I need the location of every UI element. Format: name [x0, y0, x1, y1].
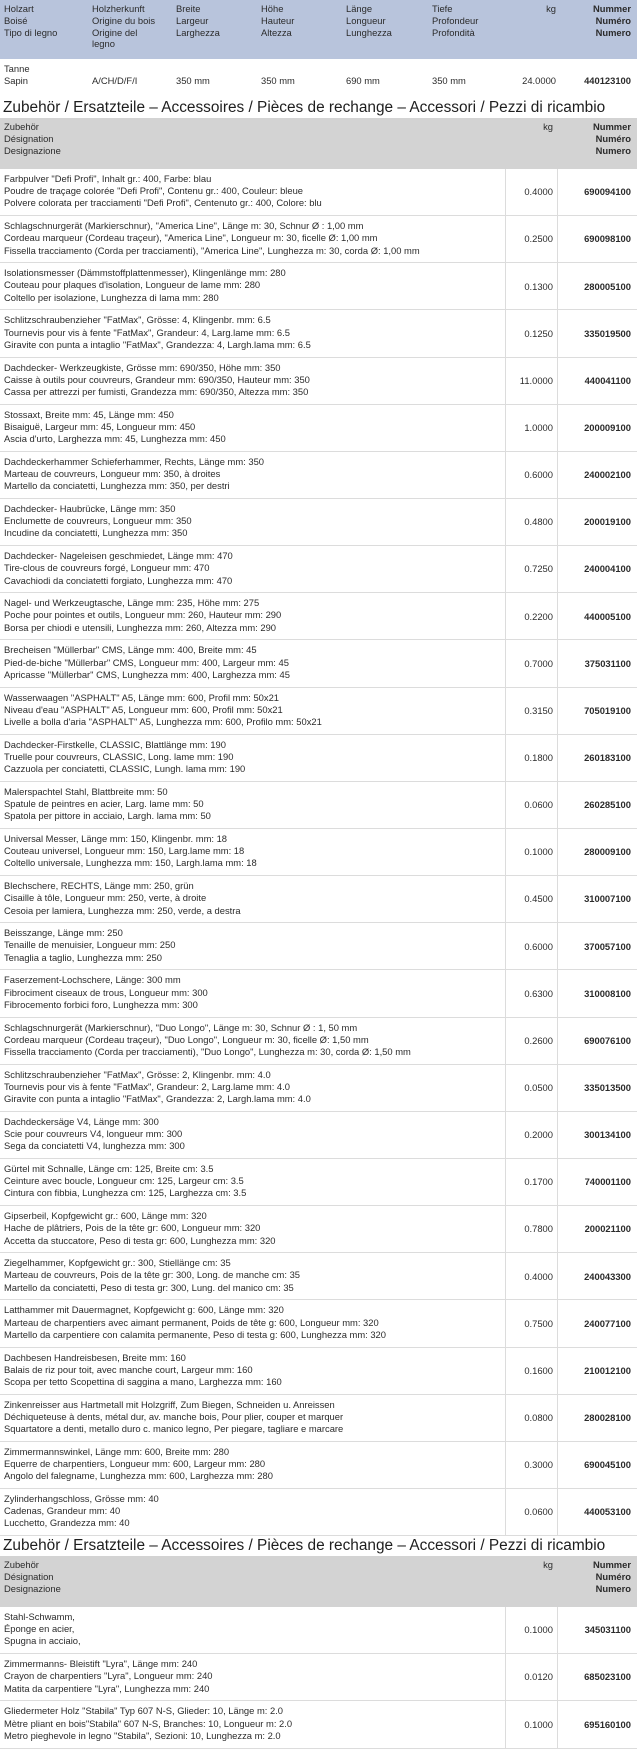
- header-wood: [0, 3, 88, 59]
- designation-line: Gürtel mit Schnalle, Länge cm: 125, Breite cm: 3.5: [4, 1162, 214, 1174]
- cell-line: Désignation: [4, 132, 54, 144]
- designation-line: Squartatore a denti, metallo duro c. manico legno, Per piegare, tagliare e marcare: [4, 1423, 344, 1435]
- cell-line: Larghezza: [176, 26, 220, 38]
- table-row: [0, 1442, 637, 1489]
- product-depth: 350 mm: [432, 74, 466, 86]
- row-designation: [0, 310, 505, 356]
- designation-line: Enclumette de couvreurs, Longueur mm: 350: [4, 515, 192, 527]
- designation-line: Dachbesen Handreisbesen, Breite mm: 160: [4, 1351, 186, 1363]
- row-article-number: 335013500: [557, 1065, 637, 1111]
- row-weight: 0.4000: [505, 169, 557, 215]
- designation-line: Marteau de couvreurs, Pois de la tête gr: 300, Long. de manche cm: 35: [4, 1269, 301, 1281]
- row-article-number: 740001100: [557, 1159, 637, 1205]
- row-article-number: 440041100: [557, 358, 637, 404]
- row-designation: [0, 1065, 505, 1111]
- row-weight: 0.0600: [505, 782, 557, 828]
- designation-line: Spatola per pittore in acciaio, Largh. lama mm: 50: [4, 810, 211, 822]
- designation-line: Accetta da stuccatore, Peso di testa gr: 600, Lunghezza mm: 320: [4, 1234, 276, 1246]
- designation-line: Spatule de peintres en acier, Larg. lame mm: 50: [4, 798, 204, 810]
- cell-line: Origine del: [92, 26, 138, 38]
- cell-line: Holzherkunft: [92, 3, 145, 14]
- designation-line: Malerspachtel Stahl, Blattbreite mm: 50: [4, 785, 168, 797]
- product-height: 350 mm: [261, 74, 295, 86]
- designation-line: Niveau d'eau "ASPHALT" A5, Longueur mm: 600, Profil mm: 50x21: [4, 703, 283, 715]
- row-designation: [0, 1018, 505, 1064]
- row-article-number: 705019100: [557, 688, 637, 734]
- table-row: [0, 263, 637, 310]
- cell-line: Holzart: [4, 3, 34, 14]
- cell-line: Numéro: [595, 1570, 631, 1582]
- row-article-number: 310007100: [557, 876, 637, 922]
- table-row: [0, 216, 637, 263]
- designation-line: Gliedermeter Holz "Stabila" Typ 607 N-S, Glieder: 10, Länge m: 2.0: [4, 1705, 284, 1717]
- designation-line: Ziegelhammer, Kopfgewicht gr.: 300, Stiellänge cm: 35: [4, 1257, 231, 1269]
- row-weight: 0.0120: [505, 1654, 557, 1700]
- accessory-list-1: [0, 169, 637, 1536]
- designation-line: Schlagschnurgerät (Markierschnur), "Duo Longo", Länge m: 30, Schnur Ø : 1, 50 mm: [4, 1021, 358, 1033]
- cell-line: Länge: [346, 3, 373, 14]
- cell-line: Boisé: [4, 14, 28, 26]
- designation-line: Stossaxt, Breite mm: 45, Länge mm: 450: [4, 408, 174, 420]
- product-row: [0, 59, 637, 98]
- designation-line: Truelle pour couvreurs, CLASSIC, Long. lame mm: 190: [4, 750, 234, 762]
- row-designation: [0, 169, 505, 215]
- row-designation: [0, 1701, 505, 1747]
- designation-line: Dachdecker-Firstkelle, CLASSIC, Blattlänge mm: 190: [4, 738, 226, 750]
- designation-line: Bisaiguë, Largeur mm: 45, Longueur mm: 450: [4, 420, 196, 432]
- row-designation: [0, 499, 505, 545]
- table-row: [0, 405, 637, 452]
- row-weight: 0.4800: [505, 499, 557, 545]
- cell-line: Lunghezza: [346, 26, 392, 38]
- product-origin: A/CH/D/F/I: [92, 74, 138, 86]
- designation-line: Sega da conciatetti V4, lunghezza mm: 300: [4, 1140, 185, 1152]
- row-article-number: 440005100: [557, 593, 637, 639]
- product-number: 440123100: [584, 74, 631, 86]
- row-article-number: 310008100: [557, 970, 637, 1016]
- header-height: [257, 3, 342, 59]
- row-designation: [0, 1159, 505, 1205]
- table-row: [0, 1018, 637, 1065]
- cell-line: Zubehör: [4, 1559, 39, 1571]
- row-weight: 0.0500: [505, 1065, 557, 1111]
- row-weight: 0.2500: [505, 216, 557, 262]
- row-article-number: 300134100: [557, 1112, 637, 1158]
- cell-line: Designazione: [4, 144, 61, 156]
- product-table-header: [0, 0, 637, 59]
- row-weight: 0.7800: [505, 1206, 557, 1252]
- designation-line: Fissella tracciamento (Corda per tracciamenti), "Duo Longo", Lunghezza m: 30, corda Ø: 1,50 mm: [4, 1045, 411, 1057]
- designation-line: Hache de plâtriers, Pois de la tête gr: 600, Longueur mm: 320: [4, 1222, 261, 1234]
- cell-line: Numéro: [595, 132, 631, 144]
- row-weight: 0.1250: [505, 310, 557, 356]
- designation-line: Matita da carpentiere "Lyra", Lunghezza mm: 240: [4, 1682, 210, 1694]
- designation-line: Marteau de couvreurs, Longueur mm: 350, à droites: [4, 468, 221, 480]
- designation-line: Stahl-Schwamm,: [4, 1611, 75, 1623]
- row-weight: 0.2200: [505, 593, 557, 639]
- cell-line: Profondeur: [432, 14, 479, 26]
- designation-line: Martello da carpentiere con calamita permanente, Peso di testa g: 600, Lunghezza mm: 320: [4, 1328, 386, 1340]
- row-designation: [0, 1206, 505, 1252]
- row-weight: 1.0000: [505, 405, 557, 451]
- table-row: [0, 1065, 637, 1112]
- cell-line: Höhe: [261, 3, 284, 14]
- header-depth: [428, 3, 506, 59]
- row-article-number: 280005100: [557, 263, 637, 309]
- designation-line: Universal Messer, Länge mm: 150, Klingenbr. mm: 18: [4, 832, 228, 844]
- designation-line: Giravite con punta a intaglio "FatMax", Grandezza: 2, Largh.lama mm: 4.0: [4, 1093, 311, 1105]
- designation-line: Tournevis pour vis à fente "FatMax", Grandeur: 2, Larg.lame mm: 4.0: [4, 1080, 290, 1092]
- table-row: [0, 1206, 637, 1253]
- designation-line: Dachdecker- Werkzeugkiste, Grösse mm: 690/350, Höhe mm: 350: [4, 361, 281, 373]
- designation-line: Livelle a bolla d'aria "ASPHALT" A5, Lunghezza mm: 600, Profilo mm: 50x21: [4, 715, 322, 727]
- table-row: [0, 358, 637, 405]
- table-row: [0, 640, 637, 687]
- row-article-number: 280028100: [557, 1395, 637, 1441]
- row-designation: [0, 1442, 505, 1488]
- designation-line: Zylinderhangschloss, Grösse mm: 40: [4, 1492, 159, 1504]
- header-length: [342, 3, 428, 59]
- row-article-number: 695160100: [557, 1701, 637, 1747]
- row-weight: 11.0000: [505, 358, 557, 404]
- table-row: [0, 546, 637, 593]
- cell-line: Nummer: [592, 3, 631, 14]
- designation-line: Dachdeckerhammer Schieferhammer, Rechts, Länge mm: 350: [4, 455, 265, 467]
- designation-line: Fibrocemento forbici foro, Lunghezza mm: 300: [4, 998, 198, 1010]
- designation-line: Couteau universel, Longueur mm: 150, Larg.lame mm: 18: [4, 845, 245, 857]
- cell-line: Numéro: [595, 14, 631, 26]
- cell-line: Hauteur: [261, 14, 295, 26]
- table-row: [0, 1395, 637, 1442]
- cell-line: Origine du bois: [92, 14, 156, 26]
- row-weight: 0.7000: [505, 640, 557, 686]
- row-designation: [0, 735, 505, 781]
- row-weight: 0.1700: [505, 1159, 557, 1205]
- designation-line: Tenaille de menuisier, Longueur mm: 250: [4, 939, 176, 951]
- row-article-number: 240004100: [557, 546, 637, 592]
- row-article-number: 200021100: [557, 1206, 637, 1252]
- table-row: [0, 782, 637, 829]
- table-row: [0, 1489, 637, 1536]
- row-weight: 0.3150: [505, 688, 557, 734]
- product-kg: 24.0000: [522, 74, 556, 86]
- row-weight: 0.4500: [505, 876, 557, 922]
- row-weight: 0.1300: [505, 263, 557, 309]
- row-weight: 0.1000: [505, 1701, 557, 1747]
- row-article-number: 375031100: [557, 640, 637, 686]
- cell-line: Désignation: [4, 1570, 54, 1582]
- header-origin: [88, 3, 172, 59]
- designation-line: Cazzuola per conciatetti, CLASSIC, Lungh. lama mm: 190: [4, 763, 246, 775]
- cell-line: Numero: [595, 1582, 631, 1594]
- header-width: [172, 3, 257, 59]
- row-designation: [0, 358, 505, 404]
- designation-line: Dachdecker- Haubrücke, Länge mm: 350: [4, 502, 176, 514]
- designation-line: Zinkenreisser aus Hartmetall mit Holzgriff, Zum Biegen, Schneiden u. Anreissen: [4, 1398, 335, 1410]
- cell-line: Profondità: [432, 26, 475, 38]
- product-wood: [0, 63, 88, 98]
- designation-line: Metro pieghevole in legno "Stabila", Sezioni: 10, Lunghezza m: 2.0: [4, 1729, 281, 1741]
- row-weight: 0.1600: [505, 1348, 557, 1394]
- row-designation: [0, 1112, 505, 1158]
- row-article-number: 370057100: [557, 923, 637, 969]
- designation-line: Tournevis pour vis à fente "FatMax", Grandeur: 4, Larg.lame mm: 6.5: [4, 326, 290, 338]
- designation-line: Poche pour pointes et outils, Longueur mm: 260, Hauteur mm: 290: [4, 609, 282, 621]
- designation-line: Polvere colorata per tracciamenti "Defi Profi", Centenuto gr.: 400, Colore: blu: [4, 197, 322, 209]
- designation-line: Cassa per attrezzi per fumisti, Grandezza mm: 690/350, Altezza mm: 350: [4, 385, 309, 397]
- table-row: [0, 1654, 637, 1701]
- designation-line: Martello da conciatetti, Lunghezza mm: 350, per destri: [4, 480, 230, 492]
- designation-line: Couteau pour plaques d'isolation, Longueur de lame mm: 280: [4, 279, 261, 291]
- designation-line: Poudre de traçage colorée "Defi Profi", Contenu gr.: 400, Couleur: bleue: [4, 185, 304, 197]
- designation-line: Lucchetto, Grandezza mm: 40: [4, 1517, 130, 1529]
- designation-line: Martello da conciatetti, Peso di testa gr: 300, Lung. del manico cm: 35: [4, 1281, 294, 1293]
- cell-line: Longueur: [346, 14, 386, 26]
- row-weight: 0.6000: [505, 452, 557, 498]
- designation-line: Beisszange, Länge mm: 250: [4, 927, 123, 939]
- row-designation: [0, 1489, 505, 1535]
- designation-line: Marteau de charpentiers avec aimant permanent, Poids de tête g: 600, Longueur mm: 320: [4, 1316, 379, 1328]
- row-article-number: 260183100: [557, 735, 637, 781]
- row-article-number: 345031100: [557, 1607, 637, 1653]
- row-article-number: 690045100: [557, 1442, 637, 1488]
- header-number: [562, 3, 637, 59]
- table-row: [0, 1607, 637, 1654]
- designation-line: Equerre de charpentiers, Longueur mm: 600, Largeur mm: 280: [4, 1458, 266, 1469]
- row-weight: 0.2600: [505, 1018, 557, 1064]
- designation-line: Nagel- und Werkzeugtasche, Länge mm: 235, Höhe mm: 275: [4, 597, 260, 609]
- designation-line: Cadenas, Grandeur mm: 40: [4, 1505, 121, 1517]
- designation-line: Borsa per chiodi e utensili, Lunghezza mm: 260, Altezza mm: 290: [4, 621, 277, 633]
- cell-line: Altezza: [261, 26, 292, 38]
- cell-line: Zubehör: [4, 121, 39, 132]
- row-weight: 0.0800: [505, 1395, 557, 1441]
- designation-line: Scie pour couvreurs V4, longueur mm: 300: [4, 1128, 183, 1140]
- row-article-number: 210012100: [557, 1348, 637, 1394]
- row-designation: [0, 970, 505, 1016]
- designation-line: Caisse à outils pour couvreurs, Grandeur mm: 690/350, Hauteur mm: 350: [4, 373, 310, 385]
- designation-line: Tire-clous de couvreurs forgé, Longueur mm: 470: [4, 562, 210, 574]
- table-row: [0, 876, 637, 923]
- accessory-list-2: [0, 1607, 637, 1748]
- row-article-number: 260285100: [557, 782, 637, 828]
- header-kg: [506, 3, 562, 59]
- cell-line: Nummer: [592, 121, 631, 132]
- row-designation: [0, 782, 505, 828]
- row-designation: [0, 1253, 505, 1299]
- designation-line: Crayon de charpentiers "Lyra", Longueur mm: 240: [4, 1670, 213, 1682]
- designation-line: Schlitzschraubenzieher "FatMax", Grösse: 2, Klingenbr. mm: 4.0: [4, 1068, 271, 1080]
- row-designation: [0, 829, 505, 875]
- designation-line: Latthammer mit Dauermagnet, Kopfgewicht g: 600, Länge mm: 320: [4, 1304, 284, 1316]
- table-row: [0, 169, 637, 216]
- product-length: 690 mm: [346, 74, 380, 86]
- row-designation: [0, 1395, 505, 1441]
- designation-line: Ascia d'urto, Larghezza mm: 45, Lunghezza mm: 450: [4, 433, 226, 445]
- designation-line: Éponge en acier,: [4, 1623, 75, 1635]
- designation-line: Mètre pliant en bois"Stabila" 607 N-S, Branches: 10, Longueur m: 2.0: [4, 1717, 293, 1729]
- row-weight: 0.2000: [505, 1112, 557, 1158]
- designation-line: Pied-de-biche "Müllerbar" CMS, Longueur mm: 400, Largeur mm: 45: [4, 656, 289, 668]
- table-row: [0, 970, 637, 1017]
- row-designation: [0, 405, 505, 451]
- cell-line: Tiefe: [432, 3, 453, 14]
- row-article-number: 690094100: [557, 169, 637, 215]
- designation-line: Cintura con fibbia, Lunghezza cm: 125, Larghezza cm: 3.5: [4, 1187, 247, 1199]
- row-designation: [0, 923, 505, 969]
- designation-line: Zimmermanns- Bleistift "Lyra", Länge mm: 240: [4, 1658, 198, 1670]
- table-row: [0, 499, 637, 546]
- table-row: [0, 593, 637, 640]
- row-article-number: 690098100: [557, 216, 637, 262]
- designation-line: Schlagschnurgerät (Markierschnur), "America Line", Länge m: 30, Schnur Ø : 1,00 mm: [4, 220, 364, 232]
- accessory-header-number: [557, 1559, 637, 1607]
- designation-line: Farbpulver "Defi Profi", Inhalt gr.: 400, Farbe: blau: [4, 173, 212, 184]
- row-weight: 0.1000: [505, 829, 557, 875]
- designation-line: Faserzement-Lochschere, Länge: 300 mm: [4, 974, 181, 986]
- designation-line: Apricasse "Müllerbar" CMS, Lunghezza mm: 400, Larghezza mm: 45: [4, 668, 290, 680]
- row-article-number: 200019100: [557, 499, 637, 545]
- designation-line: Zimmermannswinkel, Länge mm: 600, Breite mm: 280: [4, 1445, 230, 1457]
- accessory-header-designation: [0, 121, 505, 169]
- cell-line: legno: [92, 38, 115, 50]
- designation-line: Ceinture avec boucle, Longueur cm: 125, Largeur cm: 3.5: [4, 1175, 244, 1187]
- designation-line: Incudine da conciatetti, Lunghezza mm: 350: [4, 527, 188, 539]
- row-designation: [0, 263, 505, 309]
- designation-line: Scopa per tetto Scopettina di saggina a mano, Larghezza mm: 160: [4, 1375, 282, 1387]
- accessory-table-header-2: [0, 1556, 637, 1607]
- row-designation: [0, 876, 505, 922]
- designation-line: Angolo del falegname, Lunghezza mm: 600, Larghezza mm: 280: [4, 1470, 273, 1482]
- row-designation: [0, 593, 505, 639]
- table-row: [0, 1348, 637, 1395]
- cell-line: Numero: [595, 144, 631, 156]
- designation-line: Tenaglia a taglio, Lunghezza mm: 250: [4, 951, 162, 963]
- accessory-header-kg: kg: [543, 121, 553, 132]
- row-weight: 0.3000: [505, 1442, 557, 1488]
- designation-line: Cavachiodi da conciatetti forgiato, Lunghezza mm: 470: [4, 574, 233, 586]
- row-designation: [0, 546, 505, 592]
- cell-line: Numero: [595, 26, 631, 38]
- designation-line: Blechschere, RECHTS, Länge mm: 250, grün: [4, 880, 194, 892]
- designation-line: Schlitzschraubenzieher "FatMax", Grösse: 4, Klingenbr. mm: 6.5: [4, 314, 271, 326]
- row-designation: [0, 1654, 505, 1700]
- row-article-number: 335019500: [557, 310, 637, 356]
- row-article-number: 200009100: [557, 405, 637, 451]
- row-weight: 0.1800: [505, 735, 557, 781]
- cell-line: Sapin: [4, 74, 28, 86]
- table-row: [0, 1253, 637, 1300]
- cell-line: Tipo di legno: [4, 26, 58, 38]
- table-row: [0, 829, 637, 876]
- row-article-number: 690076100: [557, 1018, 637, 1064]
- table-row: [0, 452, 637, 499]
- row-designation: [0, 1348, 505, 1394]
- cell-line: Nummer: [592, 1559, 631, 1571]
- row-weight: 0.7500: [505, 1300, 557, 1346]
- designation-line: Isolationsmesser (Dämmstoffplattenmesser), Klingenlänge mm: 280: [4, 267, 286, 279]
- row-designation: [0, 640, 505, 686]
- table-row: [0, 1159, 637, 1206]
- designation-line: Cesoia per lamiera, Lunghezza mm: 250, verde, a destra: [4, 904, 241, 916]
- row-article-number: 240043300: [557, 1253, 637, 1299]
- table-row: [0, 1701, 637, 1748]
- designation-line: Fissella tracciamento (Corda per tracciamenti), "America Line", Lunghezza m: 30, corda Ø: 1,00 mm: [4, 244, 420, 256]
- row-designation: [0, 452, 505, 498]
- accessory-header-number: [557, 121, 637, 169]
- row-weight: 0.7250: [505, 546, 557, 592]
- cell-line: Designazione: [4, 1582, 61, 1594]
- row-weight: 0.1000: [505, 1607, 557, 1653]
- accessory-section-title-2: Zubehör / Ersatzteile – Accessoires / Pièces de rechange – Accessori / Pezzi di ricambio: [3, 1537, 606, 1555]
- designation-line: Coltello universale, Lunghezza mm: 150, Largh.lama mm: 18: [4, 857, 257, 869]
- row-article-number: 240077100: [557, 1300, 637, 1346]
- table-row: [0, 1112, 637, 1159]
- designation-line: Spugna in acciaio,: [4, 1635, 81, 1647]
- table-row: [0, 735, 637, 782]
- row-article-number: 280009100: [557, 829, 637, 875]
- table-row: [0, 1300, 637, 1347]
- designation-line: Dachdeckersäge V4, Länge mm: 300: [4, 1115, 159, 1127]
- cell-line: kg: [546, 3, 556, 14]
- row-weight: 0.0600: [505, 1489, 557, 1535]
- accessory-section-title: Zubehör / Ersatzteile – Accessoires / Pièces de rechange – Accessori / Pezzi di ricambio: [3, 99, 606, 116]
- row-weight: 0.4000: [505, 1253, 557, 1299]
- row-weight: 0.6000: [505, 923, 557, 969]
- cell-line: Tanne: [4, 63, 30, 74]
- row-article-number: 240002100: [557, 452, 637, 498]
- table-row: [0, 688, 637, 735]
- designation-line: Cisaille à tôle, Longueur mm: 250, verte, à droite: [4, 892, 207, 904]
- designation-line: Dachdecker- Nageleisen geschmiedet, Länge mm: 470: [4, 550, 233, 562]
- product-width: 350 mm: [176, 74, 210, 86]
- designation-line: Giravite con punta a intaglio "FatMax", Grandezza: 4, Largh.lama mm: 6.5: [4, 338, 311, 350]
- accessory-header-designation: [0, 1559, 505, 1607]
- designation-line: Gipserbeil, Kopfgewicht gr.: 600, Länge mm: 320: [4, 1210, 207, 1222]
- cell-line: Largeur: [176, 14, 209, 26]
- row-designation: [0, 688, 505, 734]
- accessory-table-header: [0, 118, 637, 169]
- row-article-number: 440053100: [557, 1489, 637, 1535]
- designation-line: Balais de riz pour toit, avec manche court, Largeur mm: 160: [4, 1363, 253, 1375]
- designation-line: Déchiqueteuse à dents, métal dur, av. manche bois, Pour plier, couper et marquer: [4, 1410, 344, 1422]
- designation-line: Brecheisen "Müllerbar" CMS, Länge mm: 400, Breite mm: 45: [4, 644, 257, 656]
- designation-line: Fibrociment ciseaux de trous, Longueur mm: 300: [4, 986, 208, 998]
- designation-line: Cordeau marqueur (Cordeau traçeur), "America Line", Longueur m: 30, ficelle Ø: 1,00 mm: [4, 232, 378, 244]
- row-designation: [0, 1607, 505, 1653]
- accessory-header-kg: kg: [543, 1559, 553, 1571]
- row-weight: 0.6300: [505, 970, 557, 1016]
- table-row: [0, 310, 637, 357]
- row-article-number: 685023100: [557, 1654, 637, 1700]
- table-row: [0, 923, 637, 970]
- row-designation: [0, 1300, 505, 1346]
- designation-line: Cordeau marqueur (Cordeau traçeur), "Duo Longo", Longueur m: 30, ficelle Ø: 1,50 mm: [4, 1033, 369, 1045]
- designation-line: Coltello per isolazione, Lunghezza di lama mm: 280: [4, 291, 219, 303]
- row-designation: [0, 216, 505, 262]
- designation-line: Wasserwaagen "ASPHALT" A5, Länge mm: 600, Profil mm: 50x21: [4, 691, 280, 703]
- cell-line: Breite: [176, 3, 201, 14]
